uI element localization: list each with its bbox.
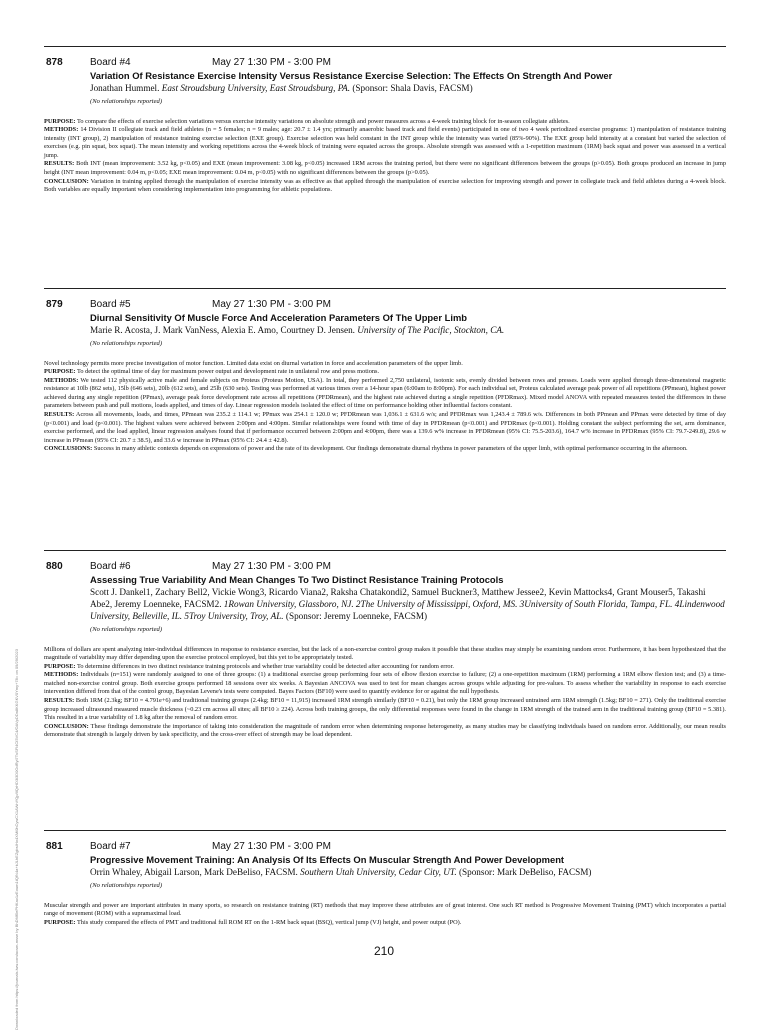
- abstract-body: [44, 646, 726, 741]
- section-text: Individuals (n=151) were randomly assigned to one of three groups: (1) a traditional exercise group performing four sets of elbow flexion exercise to failure; (2) a one-repetition maximum (1RM) performing a 1RM elbow flexion test; and (3) a time-matched non-exercise control group. Both exercise groups performed 18 sessions over six weeks. A Bayesian ANCOVA was used to test for mean changes across groups while adjusting for pre-values. To assess whether the variability in response to each exercise intervention differed from that of the control group, Bayesian Levene's tests were computed. Bayes Factors (BF10) were used to quantify evidence for or against the null hypothesis.: [44, 671, 726, 696]
- intro-text: Millions of dollars are spent analyzing inter-individual differences in response to resistance exercise, but the lack of a non-exercise control group makes it possible that these studies may simply be examining random error. Furthermore, it has been hypothesized that the magnitude of variability may differ depending upon the exercise protocol employed, but this yet to be appropriately tested.: [44, 645, 726, 662]
- authors: Orrin Whaley, Abigail Larson, Mark DeBeliso, FACSM.: [90, 866, 301, 877]
- abstract-number: 879: [46, 299, 63, 310]
- section-label: METHODS:: [44, 376, 79, 384]
- board-label: Board #5: [90, 299, 131, 310]
- session-datetime: May 27 1:30 PM - 3:00 PM: [212, 561, 331, 572]
- section-label: METHODS:: [44, 126, 79, 134]
- intro-text: Muscular strength and power are important attributes in many sports, so research on resistance training (RT) methods that may improve these attributes are of great interest. One such RT method is Progressive Movement Training (PMT) which incorporates a partial range of movement (ROM) with a supramaximal load.: [44, 901, 726, 918]
- abstract-879: [44, 288, 726, 454]
- author-line: [90, 324, 726, 336]
- abstract-title: Diurnal Sensitivity Of Muscle Force And Acceleration Parameters Of The Upper Limb: [90, 312, 468, 323]
- abstract-title: Progressive Movement Training: An Analysis Of Its Effects On Muscular Strength And Power Development: [90, 854, 565, 865]
- section-text: To detect the optimal time of day for maximum power output and development rate in unilateral row and press motions.: [75, 368, 380, 376]
- session-datetime: May 27 1:30 PM - 3:00 PM: [212, 841, 331, 852]
- abstract-title: Variation Of Resistance Exercise Intensity Versus Resistance Exercise Selection: The Effects On Strength And Power: [90, 70, 613, 81]
- section-label: CONCLUSION:: [44, 177, 89, 185]
- affiliation: University of The Pacific, Stockton, CA.: [357, 324, 505, 335]
- sponsor: (Sponsor: Jeremy Loenneke, FACSM): [283, 610, 428, 621]
- abstract-880: [44, 550, 726, 740]
- abstract-title: Assessing True Variability And Mean Changes To Two Distinct Resistance Training Protocols: [90, 574, 504, 585]
- session-datetime: May 27 1:30 PM - 3:00 PM: [212, 299, 331, 310]
- section-label: PURPOSE:: [44, 918, 76, 926]
- abstract-body: [44, 118, 726, 195]
- section-label: RESULTS:: [44, 411, 75, 419]
- sponsor: (Sponsor: Shala Davis, FACSM): [350, 82, 473, 93]
- relationships-note: (No relationships reported): [90, 339, 163, 347]
- section-label: CONCLUSIONS:: [44, 445, 93, 453]
- relationships-note: (No relationships reported): [90, 881, 163, 889]
- abstract-878: [44, 46, 726, 195]
- abstract-number: 880: [46, 561, 63, 572]
- section-label: PURPOSE:: [44, 368, 76, 376]
- section-label: RESULTS:: [44, 697, 75, 705]
- section-text: Across all movements, loads, and times, PPmean was 235.2 ± 114.1 w; PPmax was 254.1 ± 120.0 w; PFDRmean was 1,036.1 ± 631.6 w/s; and PFDRmax was 1,243.4 ± 789.6 w/s. Differences in both PPmean and PPmax were detected by time of day (p<0.001) and load (p<0.001). The highest values were achieved between 2:00pm and 4:00pm. Similar relationships were found with time of day in PFDRmean (p<0.001) and PFDRmax (p<0.001). Holding constant the subject performing the set, arm dominance, exercise performed, and the load applied, linear regression analyses found that if performance occurred between 2:00pm and 4:00pm, there was a 139.6 w% increase in PFDRmean (95% CI: 75.5-203.6), 164.7 w% increase in PFDRmax (95% CI: 79.7-249.8), 29.6 w increase in PPmean (95% CI: 20.7 ± 38.5), and 33.6 w increase in PPmax (95% CI: 24.4 ± 42.8).: [44, 411, 726, 444]
- section-text: We tested 112 physically active male and female subjects on Proteus (Proteus Motion, USA). In total, they performed 2,750 unilateral, isotonic sets, evenly divided between rows and presses. Loads were applied through three-dimensional magnetic resistance at 10lb (862 sets), 15lb (646 sets), 20lb (612 sets), and 25lb (630 sets). Testing was performed at various times over a 14-hour span (6:00am to 8:00pm). For each individual set, Proteus calculated average peak power of all repetitions (PPmean), highest power achieved during any single repetition (PPmax), average peak force development rate across all repetitions (PFDRmean), and the highest rate achieved during a single repetition (PFDRmax). Mixed model ANOVA with repeated measures tested the differences in these parameters between push and pull motions, loads applied, and times of day. Linear regression models isolated the effect of time on performance holding other influential factors constant.: [44, 376, 726, 410]
- abstract-881: [44, 830, 726, 927]
- authors: Jonathan Hummel.: [90, 82, 162, 93]
- intro-text: Novel technology permits more precise investigation of motor function. Limited data exist on diurnal variation in force and acceleration parameters of the upper limb.: [44, 359, 463, 367]
- section-label: PURPOSE:: [44, 117, 76, 125]
- author-line: [90, 82, 726, 94]
- relationships-note: (No relationships reported): [90, 625, 163, 633]
- board-label: Board #6: [90, 561, 131, 572]
- author-line: [90, 586, 726, 622]
- relationships-note: (No relationships reported): [90, 97, 163, 105]
- section-label: PURPOSE:: [44, 662, 76, 670]
- section-text: This study compared the effects of PMT and traditional full ROM RT on the 1-RM back squat (BSQ), vertical jump (VJ) height, and power output (PO).: [75, 918, 462, 926]
- abstract-body: [44, 360, 726, 455]
- section-text: Variation in training applied through the manipulation of exercise intensity was as effective as that applied through the manipulation of exercise selection for improving strength and power in collegiate track and field athletes during a 4-week block. Both variables are equally important when considering implementation into programming for athletic populations.: [44, 177, 726, 194]
- abstract-body: [44, 902, 726, 928]
- section-label: CONCLUSION:: [44, 722, 89, 730]
- section-text: Both 1RM (2.3kg; BF10 = 4.791e+6) and traditional training groups (2.4kg; BF10 = 11,915) increased 1RM strength similarly (BF10 = 0.21), but only the 1RM group increased untrained arm 1RM strength (1.5kg; BF10 = 271). Only the traditional exercise group increased ultrasound measured muscle thickness (~0.23 cm across all sites; all BF10 ≥ 224). Across both training groups, the only differential responses were found in the change in 1RM strength of the trained arm in the traditional training group (BF10 = 5.381). This resulted in a true variability of 1.8 kg after the removal of random error.: [44, 697, 726, 722]
- section-label: RESULTS:: [44, 160, 75, 168]
- session-datetime: May 27 1:30 PM - 3:00 PM: [212, 57, 331, 68]
- sponsor: (Sponsor: Mark DeBeliso, FACSM): [456, 866, 592, 877]
- section-text: Success in many athletic contexts depends on expressions of power and the rate of its development. Our findings demonstrate diurnal rhythms in power parameters of the upper limb, with optimal performance occurring in the afternoon.: [92, 445, 688, 453]
- page-number: 210: [373, 944, 395, 958]
- section-text: Both INT (mean improvement: 3.52 kg, p<0.05) and EXE (mean improvement: 3.08 kg, p<0.05) increased 1RM across the training period, but there were no significant differences between the groups (p>0.05). Both groups produced an increase in jump height (INT mean improvement: 0.04 m, p<0.05; EXE mean improvement: 0.04 m, p<0.05) with no significant differences between the groups (p>0.05).: [44, 160, 726, 177]
- section-text: To compare the effects of exercise selection variations versus exercise intensity variations on absolute strength and power measures across a 4-week training block for in-season collegiate athletes.: [75, 117, 570, 125]
- board-label: Board #4: [90, 57, 131, 68]
- section-text: To determine differences in two distinct resistance training protocols and whether true variability could be detected after accounting for random error.: [75, 662, 454, 670]
- section-text: 14 Division II collegiate track and field athletes (n = 5 females; n = 9 males; age: 20.7 ± 1.4 yrs; primarily anaerobic based track and field events) participated in one of two 4 week periodized exercise programs: 1) manipulation of resistance training intensity (INT group), 2) manipulation of resistance training exercise selection (EXE group). Exercise selection was held constant in the INT group while the intensity was varied (85%-90%). The EXE group held intensity at a constant but varied the selection of exercises (e.g. pin squat, box squat). The mean intensity and working repetitions across the 4-week block of training were equated across the groups. Absolute strength was assessed with a 1-repetition maximum (1RM) back squat and power was assessed in a vertical jump.: [44, 126, 726, 159]
- download-watermark: Downloaded from https://journals.lww.com/acsm-msse by BhDMf5ePHKav1zEoum1tQfN4a+kJLhEZgbsIHo4XMi0hCywCX1AWnYQp/IlQrHD3i3D0OdRyi7TvSFl4Cf3VC4/OAVpDDa8KKGKV0Ymy+78= on 09/29/2023: [14, 649, 19, 1030]
- affiliation: Southern Utah University, Cedar City, UT.: [300, 866, 457, 877]
- abstract-number: 878: [46, 57, 63, 68]
- board-label: Board #7: [90, 841, 131, 852]
- affiliation: 1Rowan University, Glassboro, NJ. 2The University of Mississippi, Oxford, MS. 3University of South Florida, Tampa, FL. 4Lindenwood University, Belleville, IL. 5Troy University, Troy, AL.: [90, 598, 725, 621]
- section-label: METHODS:: [44, 671, 79, 679]
- abstract-number: 881: [46, 841, 63, 852]
- authors: Scott J. Dankel1, Zachary Bell2, Vickie Wong3, Ricardo Viana2, Raksha Chatakondi2, Samuel Buckner3, Matthew Jessee2, Kevin Mattocks4, Grant Mouser5, Takashi Abe2, Jeremy Loenneke, FACSM2.: [90, 586, 706, 609]
- affiliation: East Stroudsburg University, East Stroudsburg, PA.: [161, 82, 351, 93]
- author-line: [90, 866, 726, 878]
- authors: Marie R. Acosta, J. Mark VanNess, Alexia E. Amo, Courtney D. Jensen.: [90, 324, 358, 335]
- section-text: These findings demonstrate the importance of taking into consideration the magnitude of random error when determining response heterogeneity, as many studies may be classifying individuals based on random error. Additionally, our mean results demonstrate that strength is largely driven by task specificity, and the cross-over effect of strength may be load dependent.: [44, 722, 726, 739]
